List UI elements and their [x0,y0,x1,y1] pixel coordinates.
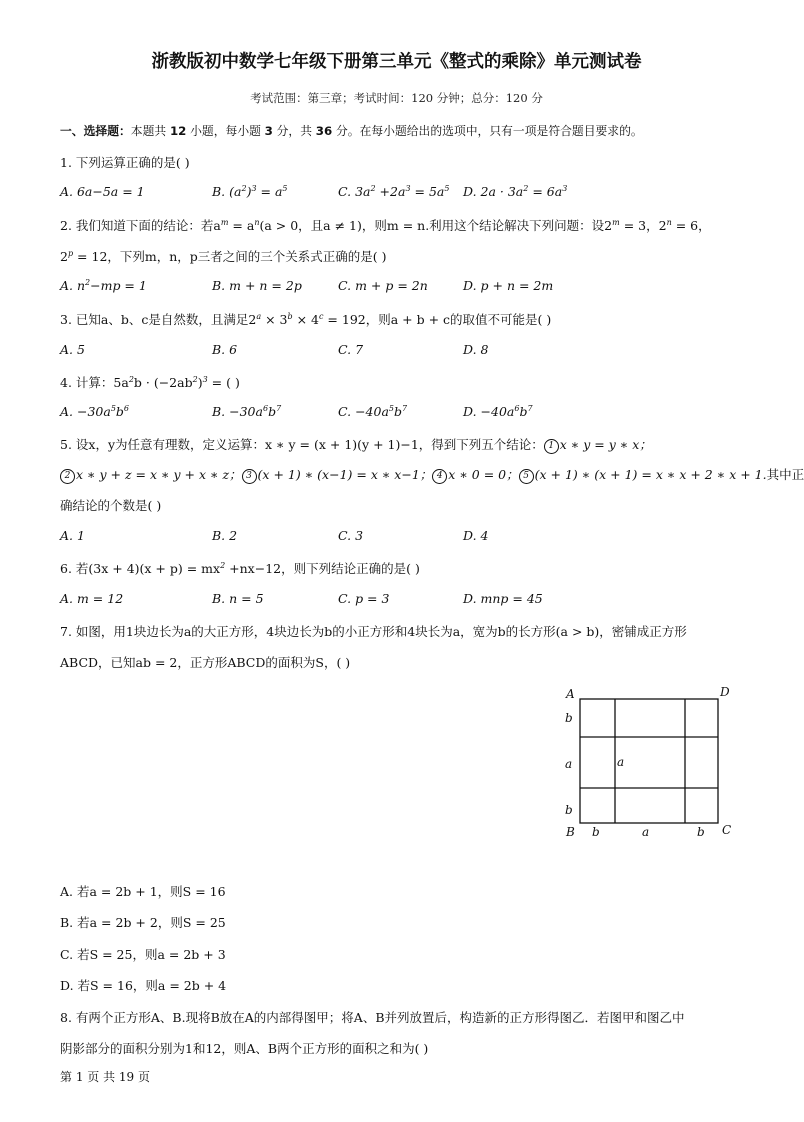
vertex-label-a: A [566,687,575,701]
vertex-label-b: B [566,825,575,839]
q6-option-d[interactable]: D. mnp = 45 [463,591,543,606]
q6-option-a[interactable]: A. m = 12 [60,591,124,606]
q4-option-a[interactable]: A. $-30a^5b^6$ [60,404,130,419]
q7-option-b[interactable]: B. 若a = 2b + 2，则S = 25 [60,915,226,930]
page-footer: 第 1 页 共 19 页 [60,1070,150,1084]
circled-number-5: 5 [519,469,534,484]
page-title: 浙教版初中数学七年级下册第三单元《整式的乘除》单元测试卷 [151,52,642,72]
q5-option-c[interactable]: C. 3 [338,528,364,543]
q4-option-b[interactable]: B. $-30a^6b^7$ [212,404,282,419]
q2-option-d[interactable]: D. p + n = 2m [463,278,554,293]
circled-number-3: 3 [242,469,257,484]
q5-option-a[interactable]: A. 1 [60,528,85,543]
circled-number-4: 4 [432,469,447,484]
square-tiling-figure [560,684,740,840]
circled-number-2: 2 [60,469,75,484]
bottom-label-b-right: b [697,825,705,839]
q7-option-a[interactable]: A. 若a = 2b + 1，则S = 16 [60,884,226,899]
question-7-stem-line1: 7. 如图，用1块边长为a的大正方形，4块边长为b的小正方形和4块长为a，宽为b的长方形(a > b)，密铺成正方形 [60,624,687,639]
q3-option-c[interactable]: C. 7 [338,342,364,357]
q2-option-a[interactable]: A. $n^2-mp = 1$ [60,278,147,293]
q3-option-d[interactable]: D. 8 [463,342,489,357]
question-1-stem: 1. 下列运算正确的是( ) [60,155,190,170]
question-4-stem: 4. 计算：$5a^2b \cdot (-2ab^2)^3$ = ( ) [60,375,240,390]
q1-option-d[interactable]: D. $2a \cdot 3a^2 = 6a^3$ [463,184,568,199]
q6-option-c[interactable]: C. p = 3 [338,591,390,606]
section-label: 一、选择题： [60,124,131,138]
side-label-b-top: b [565,711,573,725]
q1-option-a[interactable]: A. 6a−5a = 1 [60,184,145,199]
square-abcd-outline [580,699,718,823]
q5-option-b[interactable]: B. 2 [212,528,238,543]
question-2-stem-line1: 2. 我们知道下面的结论：若$a^m = a^n(a > 0$，且a ≠ 1)，则m = n.利用这个结论解决下列问题：设$2^m = 3$，$2^n = 6$， [60,218,711,233]
question-3-stem: 3. 已知a、b、c是自然数，且满足$2^a \times 3^b \times 4^c = 192$，则a + b + c的取值不可能是( ) [60,312,552,327]
center-label-a: a [617,755,625,769]
question-8-stem-line1: 8. 有两个正方形A、B.现将B放在A的内部得图甲；将A、B并列放置后，构造新的正方形得图乙．若图甲和图乙中 [60,1010,685,1025]
question-5-stem-line3: 确结论的个数是( ) [60,498,162,513]
question-5-stem-line2: 2 x ∗ y + z = x ∗ y + x ∗ z； 3 (x + 1) ∗ (x−1) = x ∗ x−1； 4 x ∗ 0 = 0； 5 (x + 1) ∗ (x + 1) = x ∗ x + 2 ∗ x + 1.其中正 [60,465,804,484]
q5-option-d[interactable]: D. 4 [463,528,489,543]
section-heading: 一、选择题：本题共 12 小题，每小题 3 分，共 36 分。在每小题给出的选项中，只有一项是符合题目要求的。 [60,124,643,138]
side-label-a-left: a [565,757,573,771]
exam-info: 考试范围：第三章；考试时间：120 分钟；总分：120 分 [250,91,543,105]
question-8-stem-line2: 阴影部分的面积分别为1和12，则A、B两个正方形的面积之和为( ) [60,1041,429,1056]
q2-option-c[interactable]: C. m + p = 2n [338,278,428,293]
side-label-b-bottom: b [565,803,573,817]
vertex-label-d: D [720,685,730,699]
q7-option-c[interactable]: C. 若S = 25，则a = 2b + 3 [60,947,226,962]
question-7-stem-line2: ABCD，已知ab = 2，正方形ABCD的面积为S，( ) [60,655,351,670]
question-5-stem-line1: 5. 设x，y为任意有理数，定义运算：x ∗ y = (x + 1)(y + 1)−1，得到下列五个结论： 1 x ∗ y = y ∗ x； [60,437,652,452]
q3-option-b[interactable]: B. 6 [212,342,238,357]
q7-option-d[interactable]: D. 若S = 16，则a = 2b + 4 [60,978,227,993]
q1-option-b[interactable]: B. $(a^2)^3 = a^5$ [212,184,288,199]
q2-option-b[interactable]: B. m + n = 2p [212,278,302,293]
circled-number-1: 1 [544,439,559,454]
vertex-label-c: C [722,823,732,837]
q4-option-c[interactable]: C. $-40a^5b^7$ [338,404,408,419]
bottom-label-a: a [642,825,650,839]
q3-option-a[interactable]: A. 5 [60,342,85,357]
q4-option-d[interactable]: D. $-40a^6b^7$ [463,404,533,419]
q1-option-c[interactable]: C. $3a^2 +2a^3 = 5a^5$ [338,184,450,199]
bottom-label-b-left: b [592,825,600,839]
question-6-stem: 6. 若$(3x + 4)(x + p) = mx^2 +nx-12$，则下列结论正确的是( ) [60,561,420,576]
q6-option-b[interactable]: B. n = 5 [212,591,264,606]
question-2-stem-line2: $2^p = 12$，下列m，n，p三者之间的三个关系式正确的是( ) [60,249,387,264]
